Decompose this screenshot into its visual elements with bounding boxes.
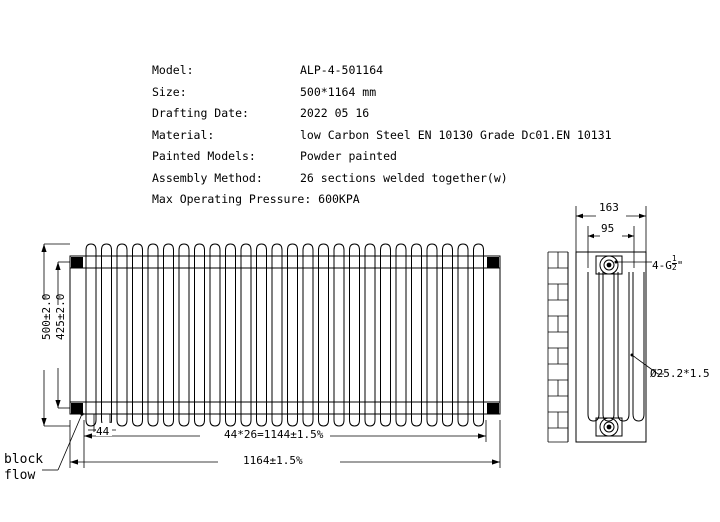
- front-view: [70, 244, 500, 426]
- spec-label: Max Operating Pressure: 600KPA: [152, 192, 360, 206]
- dimension-tube-spec: Ø25.2*1.5: [650, 367, 710, 380]
- dimension-width-overall: 1164±1.5%: [243, 454, 303, 467]
- side-tubes: [588, 272, 644, 421]
- connection-denominator: 2: [671, 263, 677, 272]
- connection-label: 4-G: [652, 259, 672, 272]
- spec-value: ALP-4-501164: [300, 63, 384, 77]
- spec-label: Model:: [152, 63, 194, 77]
- spec-value: 26 sections welded together(w): [300, 170, 508, 185]
- connection-unit: ": [676, 259, 684, 272]
- spec-label: Assembly Method:: [152, 170, 263, 185]
- connection-numerator: 1: [671, 254, 677, 263]
- note-block: block: [4, 452, 44, 467]
- radiator-sections: [86, 244, 484, 426]
- dimension-depth-inner: 95: [601, 222, 615, 235]
- spec-value: low Carbon Steel EN 10130 Grade Dc01.EN 10131: [300, 127, 612, 142]
- spec-label: Painted Models:: [152, 149, 256, 163]
- dimension-connection: [652, 255, 683, 272]
- dimension-depth-overall: 163: [599, 201, 619, 214]
- dimension-width-sections: 44*26=1144±1.5%: [224, 428, 324, 441]
- top-connection: [596, 256, 622, 274]
- dimension-section-pitch: 44: [96, 425, 110, 438]
- dimension-height-center: 425±2.0: [54, 293, 67, 340]
- spec-value: Powder painted: [300, 149, 397, 163]
- spec-label: Size:: [152, 84, 187, 99]
- note-flow: flow: [4, 468, 36, 483]
- spec-label: Material:: [152, 127, 215, 142]
- spec-label: Drafting Date:: [152, 106, 249, 120]
- spec-value: 500*1164 mm: [300, 84, 377, 99]
- dimension-height-overall: 500±2.0: [40, 293, 53, 340]
- spec-value: 2022 05 16: [300, 106, 370, 120]
- block-flow-note: [4, 452, 43, 484]
